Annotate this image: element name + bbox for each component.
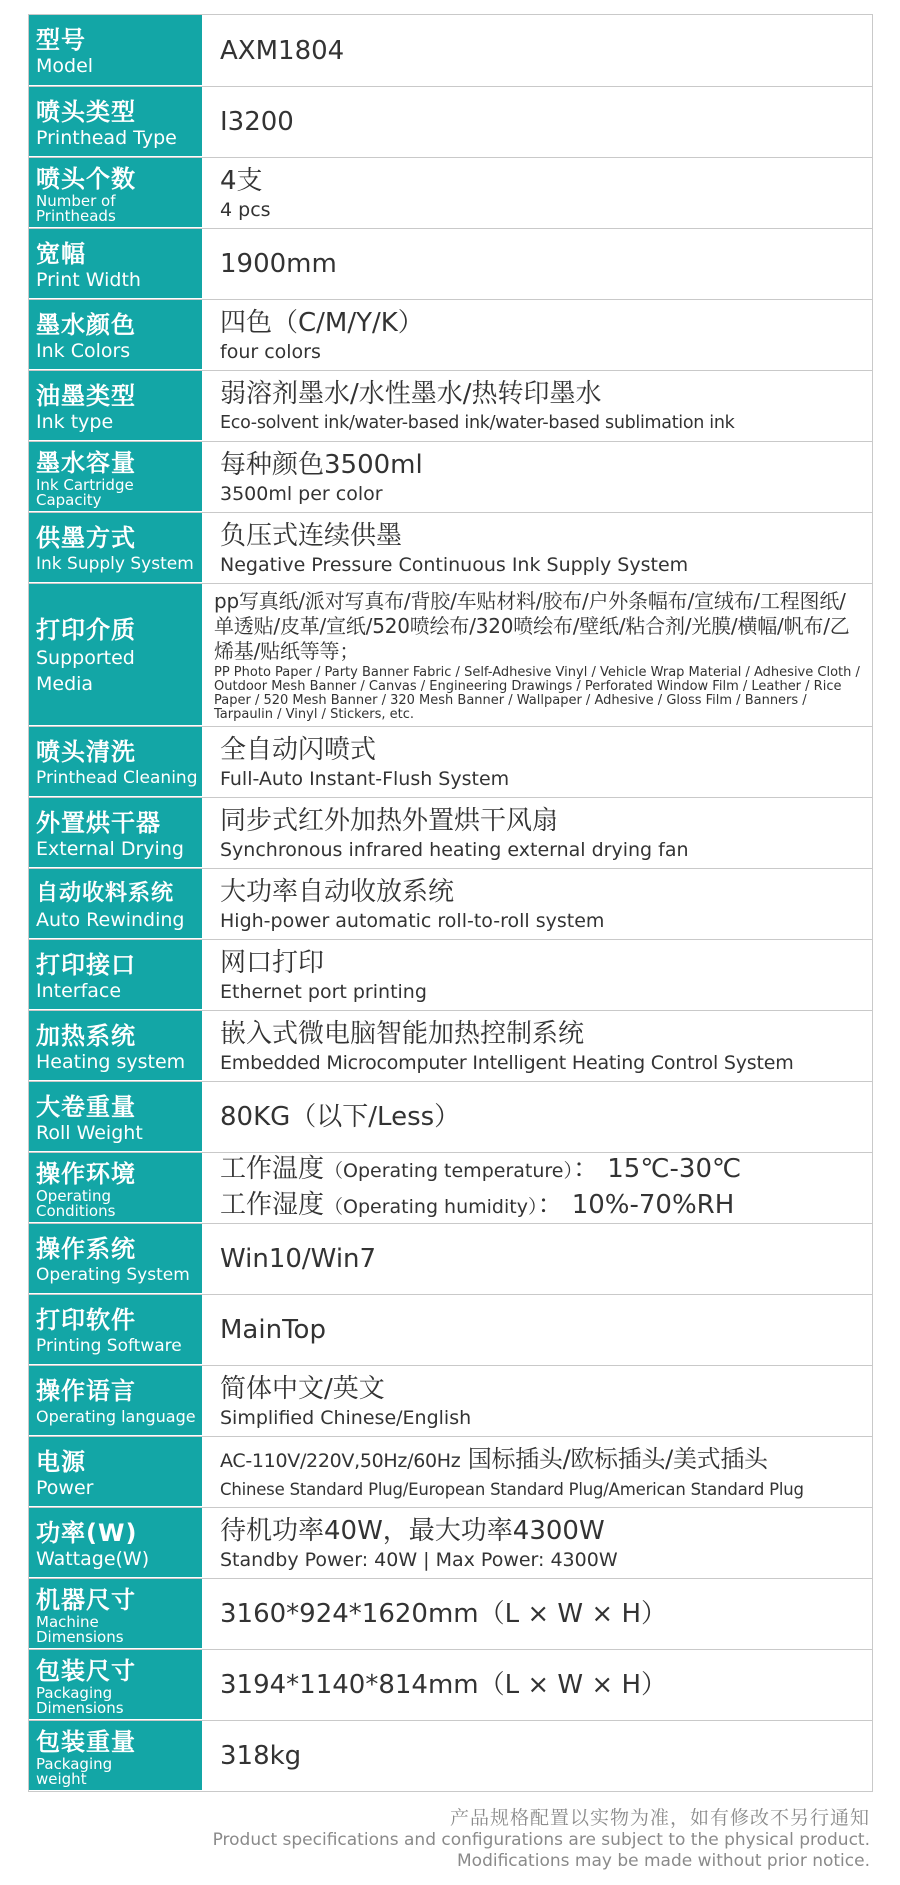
value-secondary: Chinese Standard Plug/European Standard Plug/American Standard Plug — [220, 1480, 804, 1499]
label-zh: 包装尺寸 — [36, 1656, 136, 1685]
label-en: Machine Dimensions — [36, 1612, 124, 1646]
value-primary: Win10/Win7 — [220, 1244, 377, 1274]
label-en: Heating system — [36, 1050, 186, 1073]
label-en: Operating Conditions — [36, 1186, 116, 1220]
row-value — [202, 371, 872, 441]
row-label — [29, 1721, 202, 1791]
label-en: Print Width — [36, 268, 141, 291]
value-primary: 弱溶剂墨水/水性墨水/热转印墨水 — [220, 379, 602, 409]
row-value — [202, 727, 872, 797]
label-zh: 外置烘干器 — [36, 808, 161, 837]
value-secondary: Eco-solvent ink/water-based ink/water-based sublimation ink — [220, 413, 735, 433]
row-value — [202, 87, 872, 157]
row-value — [202, 15, 872, 86]
label-zh: 包装重量 — [36, 1727, 136, 1756]
label-en: Operating System — [36, 1264, 190, 1285]
label-zh: 喷头类型 — [36, 97, 136, 126]
row-label — [29, 727, 202, 797]
spec-row-heating-system — [29, 1011, 872, 1082]
row-value — [202, 513, 872, 583]
value-secondary: PP Photo Paper / Party Banner Fabric / Self-Adhesive Vinyl / Vehicle Wrap Material / Adhesive Cloth / Outdoor Mesh Banner / Canvas / Engineering Drawings / Perforated Window Film / Leather / Rice Paper / 520 Mesh Banner / 320 Mesh Banner / Wallpaper / Adhesive / Gloss Film / Banners / Tarpaulin / Vinyl / Stickers, etc. — [214, 664, 860, 722]
spec-row-printhead-count — [29, 158, 872, 229]
row-value — [202, 229, 872, 299]
spec-row-printhead-cleaning — [29, 727, 872, 798]
row-value — [202, 1011, 872, 1081]
value-secondary: 3500ml per color — [220, 483, 383, 505]
label-en: Printhead Cleaning — [36, 767, 198, 788]
row-label — [29, 1437, 202, 1507]
disclaimer-en-line1: Product specifications and configurations are subject to the physical product. — [212, 1830, 870, 1850]
label-en: Interface — [36, 979, 122, 1002]
value-primary: 嵌入式微电脑智能加热控制系统 — [220, 1019, 585, 1049]
value-primary: 大功率自动收放系统 — [220, 877, 455, 907]
value-primary: pp写真纸/派对写真布/背胶/车贴材料/胶布/户外条幅布/宣绒布/工程图纸/单透贴/皮革/宣纸/520喷绘布/320喷绘布/壁纸/粘合剂/光膜/横幅/帆布/乙烯基/贴纸等等； — [214, 588, 850, 663]
label-en: Printing Software — [36, 1335, 182, 1356]
row-value — [202, 1650, 872, 1720]
value-secondary: Embedded Microcomputer Intelligent Heating Control System — [220, 1052, 794, 1074]
label-zh: 喷头个数 — [36, 164, 136, 193]
spec-row-wattage — [29, 1508, 872, 1579]
value-primary: AXM1804 — [220, 35, 345, 66]
label-en: Ink Supply System — [36, 553, 194, 574]
power-voltage: AC-110V/220V,50Hz/60Hz — [220, 1450, 461, 1472]
disclaimer-en-line2: Modifications may be made without prior notice. — [457, 1851, 870, 1871]
temperature-label: 工作温度 — [220, 1154, 325, 1184]
row-value — [202, 798, 872, 868]
row-value — [202, 300, 872, 370]
row-value — [202, 1579, 872, 1649]
spec-row-printhead-type — [29, 87, 872, 158]
spec-row-ink-supply — [29, 513, 872, 584]
value-primary: MainTop — [220, 1315, 326, 1345]
value-secondary: 4 pcs — [220, 199, 271, 221]
row-value — [202, 158, 872, 228]
row-value — [202, 1153, 872, 1223]
humidity-label: 工作湿度 — [220, 1190, 325, 1220]
label-en: Supported Media — [36, 646, 135, 695]
label-zh: 功率(W) — [36, 1518, 138, 1547]
row-label — [29, 869, 202, 939]
label-zh: 自动收料系统 — [36, 880, 175, 906]
label-en: Packaging Dimensions — [36, 1683, 124, 1717]
spec-row-model — [29, 15, 872, 87]
value-primary: 网口打印 — [220, 948, 325, 978]
label-zh: 打印软件 — [36, 1305, 136, 1334]
power-plugs: 国标插头/欧标插头/美式插头 — [460, 1445, 768, 1473]
row-value — [202, 442, 872, 512]
label-en: Model — [36, 55, 94, 77]
label-zh: 宽幅 — [36, 239, 86, 268]
value-primary: 每种颜色3500ml — [220, 450, 423, 480]
value-primary: 四色（C/M/Y/K） — [220, 308, 424, 338]
value-secondary: Simplified Chinese/English — [220, 1407, 472, 1429]
row-label — [29, 1366, 202, 1436]
row-label — [29, 1579, 202, 1649]
label-zh: 操作系统 — [36, 1234, 136, 1263]
label-en: Packaging weight — [36, 1754, 113, 1788]
value-primary: 318kg — [220, 1741, 302, 1771]
spec-row-ink-colors — [29, 300, 872, 371]
row-label — [29, 798, 202, 868]
label-zh: 打印介质 — [36, 615, 136, 644]
value-secondary: Synchronous infrared heating external drying fan — [220, 839, 689, 861]
row-label — [29, 1082, 202, 1152]
label-zh: 加热系统 — [36, 1021, 136, 1050]
humidity-value: ： 10%-70%RH — [537, 1190, 735, 1220]
row-label — [29, 15, 202, 86]
value-primary: I3200 — [220, 107, 294, 137]
label-zh: 油墨类型 — [36, 381, 136, 410]
spec-table — [28, 14, 873, 1792]
temperature-label-en: （Operating temperature） — [324, 1160, 573, 1182]
spec-row-operating-system — [29, 1224, 872, 1295]
label-zh: 打印接口 — [36, 950, 136, 979]
spec-row-interface — [29, 940, 872, 1011]
label-en: Power — [36, 1476, 94, 1499]
value-secondary: Standby Power: 40W | Max Power: 4300W — [220, 1549, 618, 1571]
label-en: Ink Colors — [36, 339, 131, 362]
value-primary: 1900mm — [220, 249, 337, 279]
humidity-line — [220, 1188, 864, 1223]
row-label — [29, 229, 202, 299]
value-primary: 3160*924*1620mm（L × W × H） — [220, 1599, 667, 1629]
value-primary: 全自动闪喷式 — [220, 735, 377, 765]
spec-row-operating-conditions — [29, 1153, 872, 1224]
spec-row-packaging-dimensions — [29, 1650, 872, 1721]
spec-row-operating-language — [29, 1366, 872, 1437]
label-zh: 墨水容量 — [36, 448, 136, 477]
value-secondary: Full-Auto Instant-Flush System — [220, 768, 510, 790]
value-primary: 80KG（以下/Less） — [220, 1102, 461, 1132]
label-en: Ink Cartridge Capacity — [36, 475, 134, 509]
label-en: Wattage(W) — [36, 1547, 150, 1570]
temperature-value: ： 15℃-30℃ — [572, 1154, 742, 1184]
value-primary: 4支 — [220, 166, 263, 196]
row-value — [202, 1366, 872, 1436]
label-en: Ink type — [36, 410, 114, 433]
row-value — [202, 584, 872, 726]
row-label — [29, 1650, 202, 1720]
disclaimer — [213, 1806, 870, 1872]
row-label — [29, 1011, 202, 1081]
label-en: Operating language — [36, 1406, 196, 1426]
row-label — [29, 87, 202, 157]
row-label — [29, 1224, 202, 1294]
label-zh: 操作环境 — [36, 1159, 136, 1188]
label-en: Printhead Type — [36, 126, 177, 149]
row-value — [202, 1437, 872, 1507]
row-value — [202, 1721, 872, 1791]
row-value — [202, 869, 872, 939]
spec-row-ink-type — [29, 371, 872, 442]
label-zh: 电源 — [36, 1447, 86, 1476]
spec-row-roll-weight — [29, 1082, 872, 1153]
row-label — [29, 1295, 202, 1365]
humidity-label-en: （Operating humidity） — [324, 1196, 538, 1218]
disclaimer-zh: 产品规格配置以实物为准，如有修改不另行通知 — [449, 1807, 870, 1829]
value-primary: 待机功率40W，最大功率4300W — [220, 1516, 605, 1546]
row-label — [29, 584, 202, 726]
label-en: Auto Rewinding — [36, 908, 185, 931]
value-secondary: High-power automatic roll-to-roll system — [220, 910, 605, 932]
row-value — [202, 940, 872, 1010]
power-line — [220, 1442, 864, 1478]
spec-row-packaging-weight — [29, 1721, 872, 1792]
row-label — [29, 513, 202, 583]
spec-row-print-width — [29, 229, 872, 300]
spec-row-external-drying — [29, 798, 872, 869]
spec-row-printing-software — [29, 1295, 872, 1366]
spec-row-ink-capacity — [29, 442, 872, 513]
label-zh: 机器尺寸 — [36, 1585, 136, 1614]
row-value — [202, 1508, 872, 1578]
value-secondary: Negative Pressure Continuous Ink Supply System — [220, 554, 689, 576]
value-secondary: Ethernet port printing — [220, 981, 427, 1003]
row-value — [202, 1224, 872, 1294]
row-label — [29, 300, 202, 370]
value-primary: 简体中文/英文 — [220, 1374, 385, 1404]
row-label — [29, 442, 202, 512]
value-primary: 3194*1140*814mm（L × W × H） — [220, 1670, 667, 1700]
label-zh: 喷头清洗 — [36, 737, 136, 766]
label-en: Roll Weight — [36, 1121, 143, 1144]
value-primary: 同步式红外加热外置烘干风扇 — [220, 806, 559, 836]
label-zh: 大卷重量 — [36, 1092, 136, 1121]
label-en: Number of Printheads — [36, 191, 116, 225]
label-en: External Drying — [36, 837, 184, 860]
label-zh: 型号 — [36, 26, 86, 54]
temperature-line — [220, 1153, 864, 1188]
label-zh: 墨水颜色 — [36, 310, 136, 339]
spec-row-auto-rewinding — [29, 869, 872, 940]
spec-row-power — [29, 1437, 872, 1508]
value-secondary: four colors — [220, 341, 321, 363]
row-label — [29, 158, 202, 228]
row-label — [29, 1508, 202, 1578]
row-label — [29, 1153, 202, 1223]
spec-row-supported-media — [29, 584, 872, 727]
label-zh: 供墨方式 — [36, 523, 136, 552]
row-value — [202, 1295, 872, 1365]
row-value — [202, 1082, 872, 1152]
spec-row-machine-dimensions — [29, 1579, 872, 1650]
value-primary: 负压式连续供墨 — [220, 521, 403, 551]
row-label — [29, 940, 202, 1010]
row-label — [29, 371, 202, 441]
label-zh: 操作语言 — [36, 1376, 136, 1405]
